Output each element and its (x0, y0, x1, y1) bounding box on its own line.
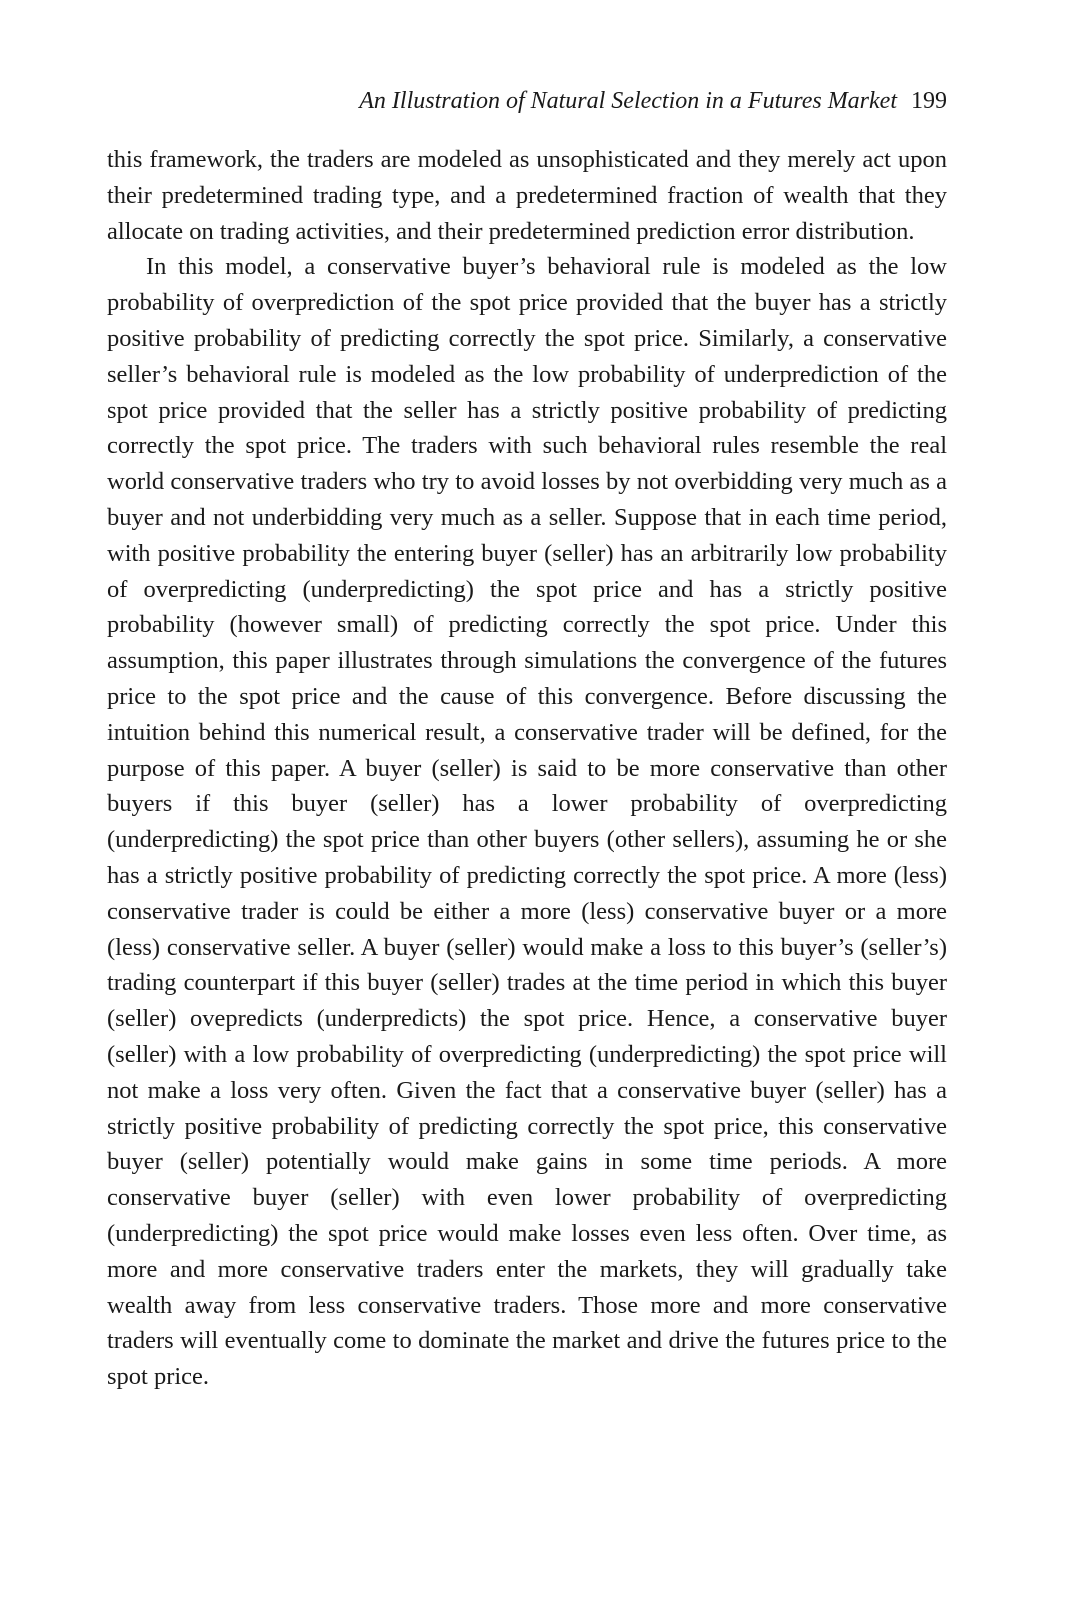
page-number: 199 (911, 88, 947, 114)
paragraph-conservative-traders: In this model, a conservative buyer’s behavioral rule is modeled as the low probability of overprediction of the spot price provided that the buyer has a strictly positive probability of predicting correctly the spot price. Similarly, a conservative seller’s behavioral rule is modeled as the low probability of underprediction of the spot price provided that the seller has a strictly positive probability of predicting correctly the spot price. The traders with such behavioral rules resemble the real world conservative traders who try to avoid losses by not overbidding very much as a buyer and not underbidding very much as a seller. Suppose that in each time period, with positive probability the entering buyer (seller) has an arbitrarily low probability of overpredicting (underpredicting) the spot price and has a strictly positive probability (however small) of predicting correctly the spot price. Under this assumption, this paper illustrates through simulations the convergence of the futures price to the spot price and the cause of this convergence. Before discussing the intuition behind this numerical result, a conservative trader will be defined, for the purpose of this paper. A buyer (seller) is said to be more conservative than other buyers if this buyer (seller) has a lower probability of overpredicting (underpredicting) the spot price than other buyers (other sellers), assuming he or she has a strictly positive probability of predicting correctly the spot price. A more (less) conservative trader is could be either a more (less) conservative buyer or a more (less) conservative seller. A buyer (seller) would make a loss to this buyer’s (seller’s) trading counterpart if this buyer (seller) trades at the time period in which this buyer (seller) ovepredicts (underpredicts) the spot price. Hence, a conservative buyer (seller) with a low probability of overpredicting (underpredicting) the spot price will not make a loss very often. Given the fact that a conservative buyer (seller) has a strictly positive probability of predicting correctly the spot price, this conservative buyer (seller) potentially would make gains in some time periods. A more conservative buyer (seller) with even lower probability of overpredicting (underpredicting) the spot price would make losses even less often. Over time, as more and more conservative traders enter the markets, they will gradually take wealth away from less conservative traders. Those more and more conservative traders will eventually come to dominate the market and drive the futures price to the spot price. (107, 253, 947, 1391)
body-text (107, 142, 947, 1395)
running-head (107, 86, 947, 116)
running-title: An Illustration of Natural Selection in a Futures Market (359, 88, 897, 114)
paragraph-continued: this framework, the traders are modeled as unsophisticated and they merely act upon their predetermined trading type, and a predetermined fraction of wealth that they allocate on trading activities, and their predetermined prediction error distribution. (107, 146, 947, 245)
